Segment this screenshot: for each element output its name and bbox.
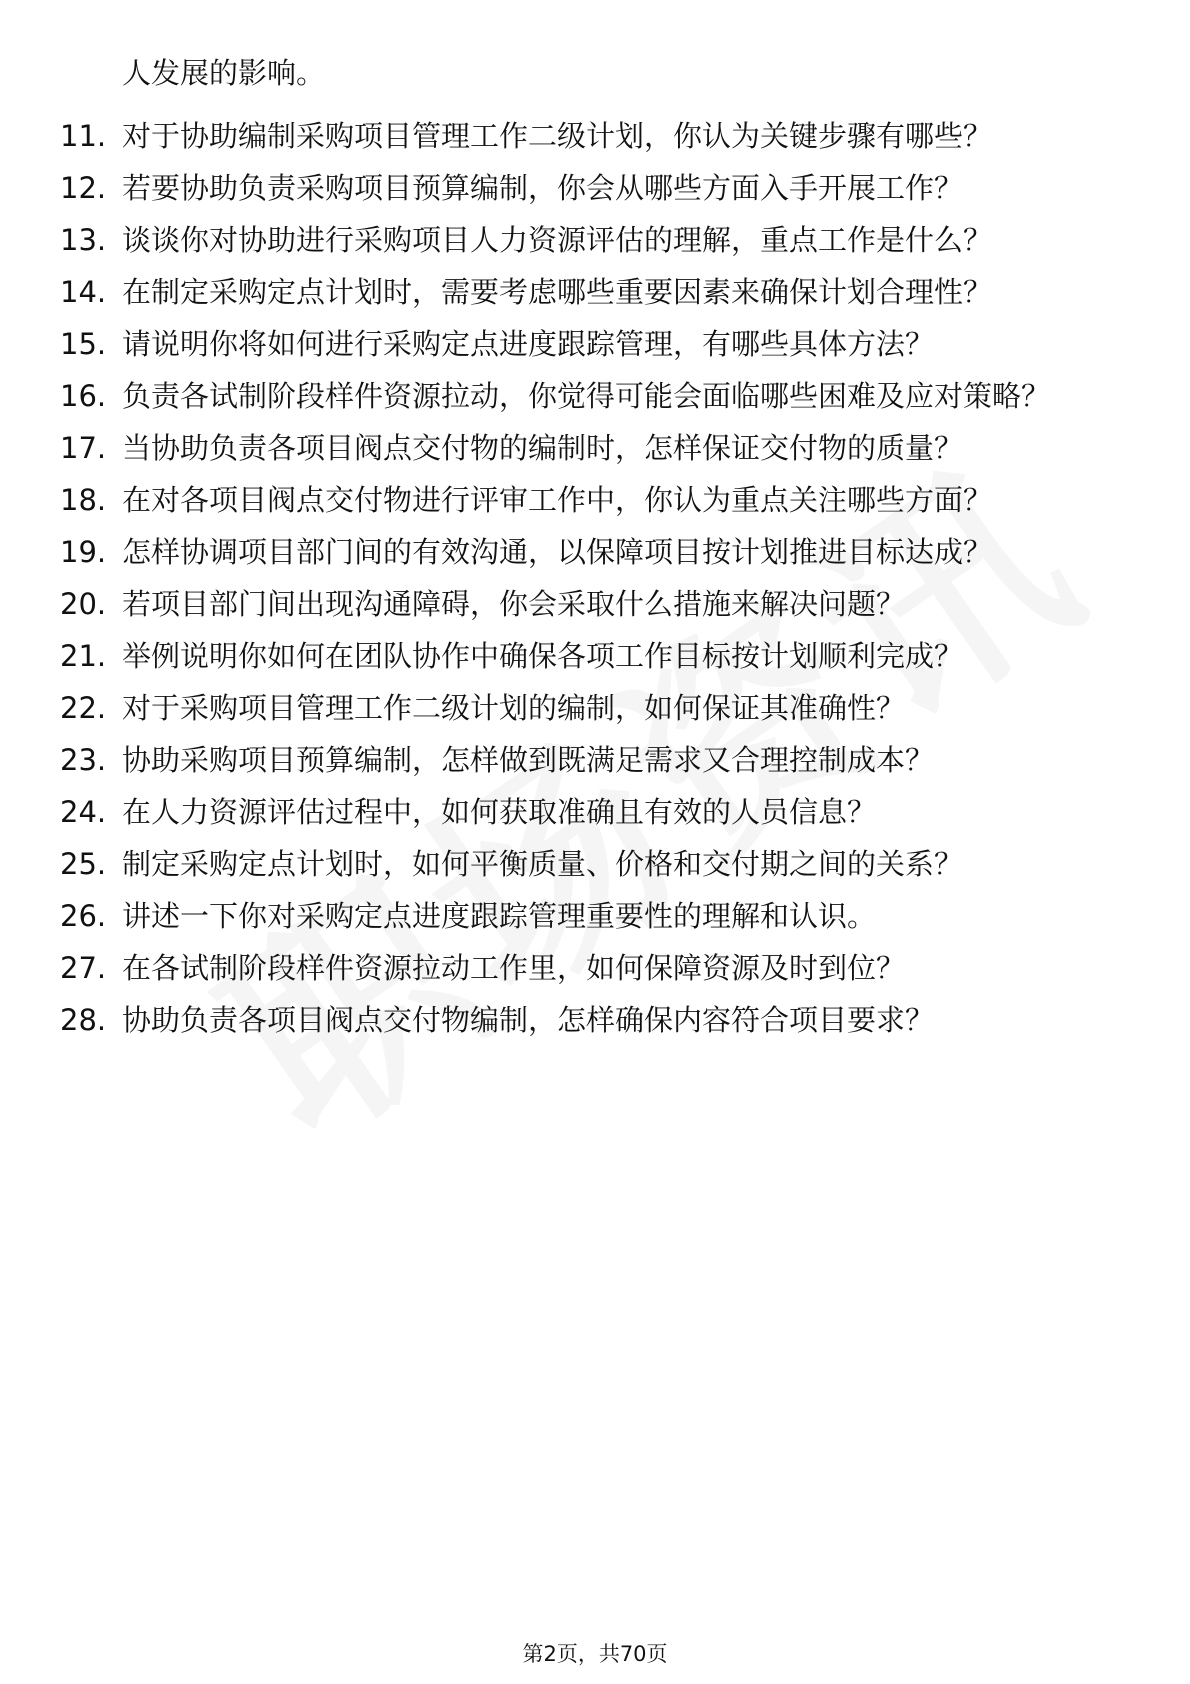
question-item	[60, 895, 1120, 938]
question-list	[60, 115, 1120, 1042]
question-text: 谈谈你对协助进行采购项目人力资源评估的理解，重点工作是什么？	[122, 223, 993, 257]
question-item	[60, 219, 1120, 262]
document-body	[60, 52, 1120, 1051]
question-text: 若要协助负责采购项目预算编制，你会从哪些方面入手开展工作？	[122, 171, 964, 205]
question-number: 17.	[60, 431, 107, 465]
question-text: 在制定采购定点计划时，需要考虑哪些重要因素来确保计划合理性？	[122, 275, 993, 309]
question-text: 对于协助编制采购项目管理工作二级计划，你认为关键步骤有哪些？	[122, 119, 993, 153]
question-item	[60, 739, 1120, 782]
question-number: 11.	[60, 119, 107, 153]
question-number: 25.	[60, 847, 107, 881]
question-text: 请说明你将如何进行采购定点进度跟踪管理，有哪些具体方法？	[122, 327, 935, 361]
question-item	[60, 843, 1120, 886]
question-item	[60, 531, 1120, 574]
question-text: 讲述一下你对采购定点进度跟踪管理重要性的理解和认识。	[122, 899, 877, 933]
question-item	[60, 583, 1120, 626]
question-item	[60, 375, 1120, 418]
question-text: 负责各试制阶段样件资源拉动，你觉得可能会面临哪些困难及应对策略？	[122, 379, 1051, 413]
question-number: 20.	[60, 587, 107, 621]
question-text: 对于采购项目管理工作二级计划的编制，如何保证其准确性？	[122, 691, 906, 725]
question-number: 15.	[60, 327, 107, 361]
question-item	[60, 271, 1120, 314]
question-item	[60, 791, 1120, 834]
question-number: 22.	[60, 691, 107, 725]
question-item	[60, 999, 1120, 1042]
question-number: 14.	[60, 275, 107, 309]
question-number: 12.	[60, 171, 107, 205]
question-item	[60, 167, 1120, 210]
question-number: 27.	[60, 951, 107, 985]
question-text: 当协助负责各项目阀点交付物的编制时，怎样保证交付物的质量？	[122, 431, 964, 465]
question-text: 协助采购项目预算编制，怎样做到既满足需求又合理控制成本？	[122, 743, 935, 777]
question-item	[60, 947, 1120, 990]
question-text: 举例说明你如何在团队协作中确保各项工作目标按计划顺利完成？	[122, 639, 964, 673]
question-item	[60, 323, 1120, 366]
question-item	[60, 115, 1120, 158]
question-number: 24.	[60, 795, 107, 829]
question-number: 18.	[60, 483, 107, 517]
question-number: 28.	[60, 1003, 107, 1037]
question-text: 怎样协调项目部门间的有效沟通，以保障项目按计划推进目标达成？	[122, 535, 993, 569]
question-text: 制定采购定点计划时，如何平衡质量、价格和交付期之间的关系？	[122, 847, 964, 881]
question-item	[60, 427, 1120, 470]
page-footer: 第2页，共70页	[522, 1642, 668, 1666]
question-number: 23.	[60, 743, 107, 777]
question-item	[60, 687, 1120, 730]
question-number: 16.	[60, 379, 107, 413]
question-text: 协助负责各项目阀点交付物编制，怎样确保内容符合项目要求？	[122, 1003, 935, 1037]
question-number: 26.	[60, 899, 107, 933]
question-number: 19.	[60, 535, 107, 569]
question-text: 在对各项目阀点交付物进行评审工作中，你认为重点关注哪些方面？	[122, 483, 993, 517]
continuation-text: 人发展的影响。	[122, 56, 326, 90]
question-number: 13.	[60, 223, 107, 257]
question-text: 若项目部门间出现沟通障碍，你会采取什么措施来解决问题？	[122, 587, 906, 621]
question-item	[60, 635, 1120, 678]
question-number: 21.	[60, 639, 107, 673]
question-text: 在人力资源评估过程中，如何获取准确且有效的人员信息？	[122, 795, 877, 829]
question-text: 在各试制阶段样件资源拉动工作里，如何保障资源及时到位？	[122, 951, 906, 985]
question-item	[60, 479, 1120, 522]
